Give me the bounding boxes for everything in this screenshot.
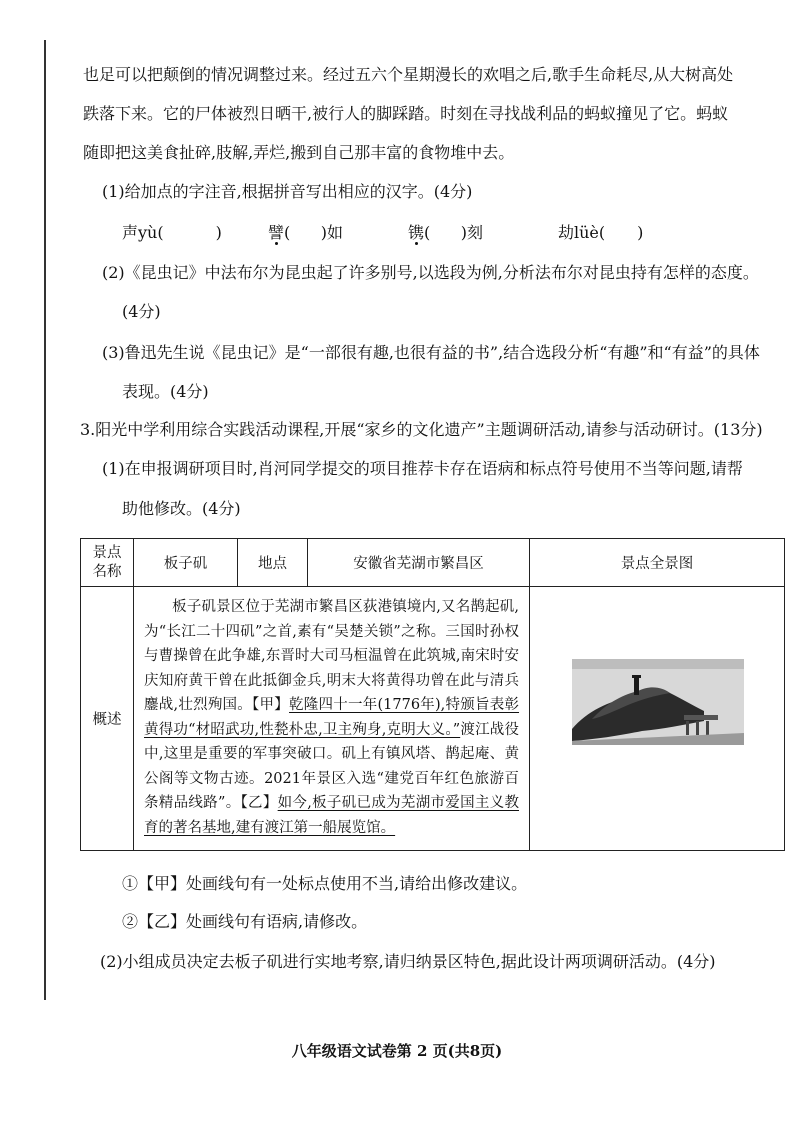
sub-question-b: ②【乙】处画线句有语病,请修改。 xyxy=(122,912,368,931)
passage-line-3: 随即把这美食扯碎,肢解,弄烂,搬到自己那丰富的食物堆中去。 xyxy=(83,143,515,162)
photo-far-shore xyxy=(572,659,744,669)
passage-line-2: 跌落下来。它的尸体被烈日晒干,被行人的脚踩踏。时刻在寻找战利品的蚂蚁撞见了它。蚂蚁 xyxy=(83,104,729,123)
spot-name: 板子矶 xyxy=(134,539,238,587)
overview-text-2: 渡江战役中,这里是重要的军事突破口。矶上有镇风塔、鹊起庵、黄公阁等文物古迹。2021年景区入选“建党百年红色旅游百条精品线路”。 xyxy=(144,721,520,811)
underlined-sentence-jia: 乾隆四十一年(1776年),特颁旨表彰黄得功“材昭武功,性甃朴忠,卫主殉身,克明大义。” xyxy=(144,697,520,738)
overview-text-1: 板子矶景区位于芜湖市繁昌区荻港镇境内,又名鹊起矶,为“长江二十四矶”之首,素有“吴楚关锁”之称。三国时孙权与曹操曾在此争雄,东晋时大司马桓温曾在此筑城,南宋时安庆知府黄干曾在此抵御金兵,明末大将黄得功曾在此与清兵鏖战,壮烈殉国。 xyxy=(144,599,519,713)
question-2-line-2: (4分) xyxy=(122,302,161,321)
panorama-photo xyxy=(572,659,744,745)
header-name-label-line-1: 景点 xyxy=(92,544,122,561)
panorama-image-cell xyxy=(530,587,785,851)
dotted-char-pi: 譬 xyxy=(268,223,285,242)
sub-question-a: ①【甲】处画线句有一处标点使用不当,请给出修改建议。 xyxy=(122,874,528,893)
photo-pier-post-1 xyxy=(686,721,689,735)
pinyin-item-yu-close: ) xyxy=(215,223,222,242)
photo-pier xyxy=(684,715,718,720)
question-3-2: (2)小组成员决定去板子矶进行实地考察,请归纳景区特色,据此设计两项调研活动。(4分) xyxy=(100,952,716,971)
photo-pier-post-3 xyxy=(706,721,709,735)
question-3-line-2: 表现。(4分) xyxy=(122,382,209,401)
pinyin-item-lue-close: ) xyxy=(637,223,644,242)
header-image-label: 景点全景图 xyxy=(530,539,785,587)
dotted-char-item-juan xyxy=(408,221,483,245)
photo-pier-post-2 xyxy=(696,721,699,735)
dotted-char-juan-blank: ( )刻 xyxy=(424,223,484,242)
spot-overview xyxy=(134,587,530,851)
header-name-label-line-2: 名称 xyxy=(92,563,122,580)
section-3-sub1-line-2: 助他修改。(4分) xyxy=(122,499,241,518)
section-3-title: 3.阳光中学利用综合实践活动课程,开展“家乡的文化遗产”主题调研活动,请参与活动研讨。(13分) xyxy=(80,420,763,439)
question-1-prompt: (1)给加点的字注音,根据拼音写出相应的汉字。(4分) xyxy=(102,182,473,201)
marker-jia: 【甲】 xyxy=(252,697,290,713)
header-place-label: 地点 xyxy=(238,539,308,587)
question-3-line-1: (3)鲁迅先生说《昆虫记》是“一部很有趣,也很有益的书”,结合选段分析“有趣”和“有益”的具体 xyxy=(102,343,760,362)
header-name-label xyxy=(81,539,134,587)
left-margin-line xyxy=(44,40,46,1000)
underlined-sentence-yi: 如今,板子矶已成为芜湖市爱国主义教育的著名基地,建有渡江第一船展览馆。 xyxy=(144,795,519,836)
pinyin-item-lue xyxy=(558,221,643,245)
photo-pagoda xyxy=(634,677,639,695)
spot-place: 安徽省芜湖市繁昌区 xyxy=(308,539,530,587)
section-3-sub1-line-1: (1)在申报调研项目时,肖河同学提交的项目推荐卡存在语病和标点符号使用不当等问题,请帮 xyxy=(102,459,743,478)
pinyin-item-lue-text: 劫lüè( xyxy=(558,223,606,242)
dotted-char-pi-blank: ( )如 xyxy=(284,223,344,242)
pinyin-item-yu xyxy=(122,221,222,245)
dotted-char-item-pi xyxy=(268,221,343,245)
page-footer: 八年级语文试卷第 2 页(共8页) xyxy=(291,1042,503,1060)
dotted-char-juan: 镌 xyxy=(408,223,425,242)
passage-line-1: 也足可以把颠倒的情况调整过来。经过五六个星期漫长的欢唱之后,歌手生命耗尽,从大树高处 xyxy=(83,65,734,84)
pinyin-item-yu-text: 声yù( xyxy=(122,223,164,242)
header-overview-label: 概述 xyxy=(81,587,134,851)
scenic-spot-card xyxy=(80,538,785,851)
photo-pagoda-top xyxy=(632,675,641,678)
marker-yi: 【乙】 xyxy=(240,795,278,811)
question-2-line-1: (2)《昆虫记》中法布尔为昆虫起了许多别号,以选段为例,分析法布尔对昆虫持有怎样的态度。 xyxy=(102,263,759,282)
